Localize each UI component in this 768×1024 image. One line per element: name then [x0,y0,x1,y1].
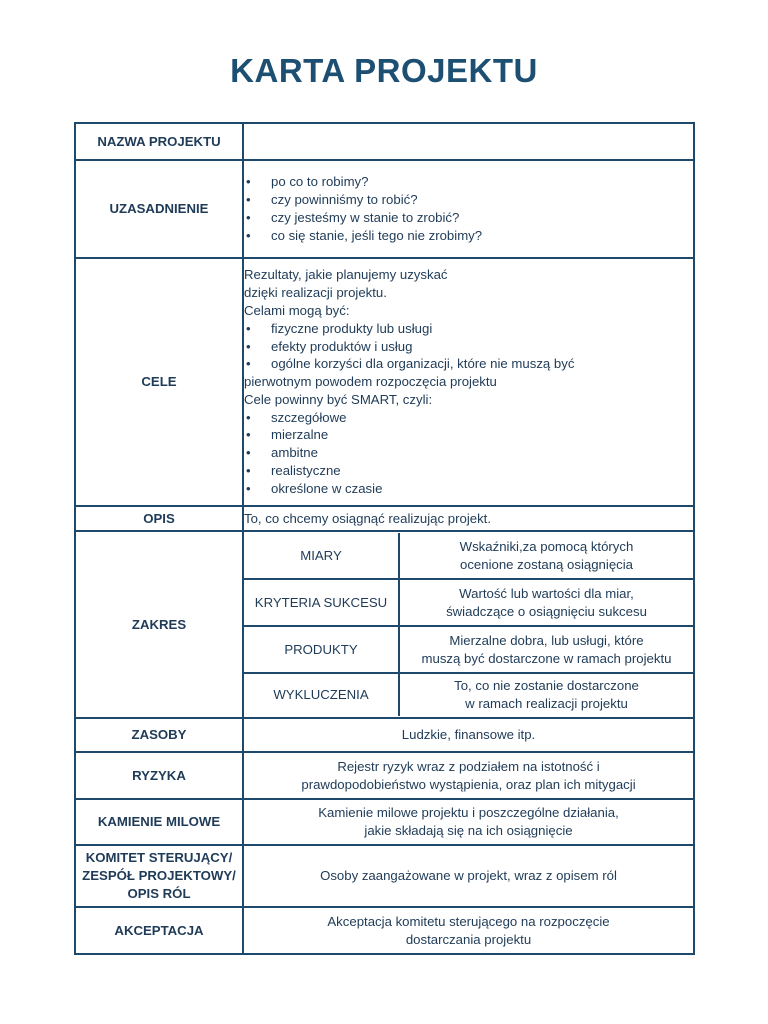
project-charter-table [74,122,695,955]
text-line: OPIS RÓL [127,885,191,901]
zakres-label-produkty: PRODUKTY [244,626,399,673]
text-line: Akceptacja komitetu sterującego na rozpoczęcie [327,913,610,929]
zakres-value-miary [399,533,693,579]
cele-intro-line: Rezultaty, jakie planujemy uzyskać [244,267,448,283]
value-kamienie-milowe [243,799,694,845]
label-nazwa-projektu: NAZWA PROJEKTU [75,123,243,160]
row-zakres [75,531,694,718]
value-komitet-sterujacy: Osoby zaangażowane w projekt, wraz z opisem ról [243,845,694,907]
value-akceptacja [243,907,694,954]
text-line: ocenione zostaną osiągnięcia [459,556,634,572]
value-cele [243,258,694,506]
row-zasoby [75,718,694,752]
row-komitet [75,845,694,907]
cele-list-2 [244,409,693,498]
label-kamienie-milowe: KAMIENIE MILOWE [75,799,243,845]
cele-list-1 [244,320,693,373]
text-line: muszą być dostarczone w ramach projektu [421,650,672,666]
list-item: • ambitne [244,444,693,462]
text-line: ZESPÓŁ PROJEKTOWY/ [82,868,236,884]
zakres-row-miary [244,533,693,579]
zakres-label-miary: MIARY [244,533,399,579]
zakres-row-kryteria [244,579,693,626]
text-line: jakie składają się na ich osiągnięcie [364,823,573,838]
uzasadnienie-list [244,173,693,244]
cele-intro-line: Celami mogą być: [244,302,350,318]
zakres-subtable [244,533,693,716]
cele-intro-line: dzięki realizacji projektu. [244,285,387,301]
list-item: • efekty produktów i usług [244,338,693,356]
cele-continuation: pierwotnym powodem rozpoczęcia projektu [244,374,497,390]
list-item: • ogólne korzyści dla organizacji, które nie muszą być [244,355,693,373]
list-item: • co się stanie, jeśli tego nie zrobimy? [244,227,693,245]
text-line: świadczące o osiągnięciu sukcesu [446,603,647,619]
text-line: Wskaźniki,za pomocą których [459,538,634,554]
label-uzasadnienie: UZASADNIENIE [75,160,243,258]
value-opis: To, co chcemy osiągnąć realizując projekt. [243,506,694,531]
row-cele [75,258,694,506]
zakres-value-kryteria-sukcesu [399,579,693,626]
list-item: • czy jesteśmy w stanie to zrobić? [244,209,693,227]
list-item: • po co to robimy? [244,173,693,191]
list-item: • mierzalne [244,426,693,444]
zakres-value-wykluczenia [399,673,693,716]
zakres-label-wykluczenia: WYKLUCZENIA [244,673,399,716]
label-zakres: ZAKRES [75,531,243,718]
text-line: w ramach realizacji projektu [465,696,628,711]
text-line: Mierzalne dobra, lub usługi, które [449,632,644,648]
zakres-row-wykluczenia [244,673,693,716]
row-akceptacja [75,907,694,954]
zakres-label-kryteria-sukcesu: KRYTERIA SUKCESU [244,579,399,626]
row-nazwa [75,123,694,160]
zakres-row-produkty [244,626,693,673]
list-item: • określone w czasie [244,480,693,498]
value-nazwa-projektu [243,123,694,160]
row-ryzyka [75,752,694,799]
label-cele: CELE [75,258,243,506]
label-akceptacja: AKCEPTACJA [75,907,243,954]
label-komitet-sterujacy [75,845,243,907]
text-line: To, co nie zostanie dostarczone [454,678,639,694]
text-line: dostarczania projektu [405,931,532,947]
label-opis: OPIS [75,506,243,531]
list-item: • czy powinniśmy to robić? [244,191,693,209]
value-zasoby: Ludzkie, finansowe itp. [243,718,694,752]
row-kamienie-milowe [75,799,694,845]
zakres-subtable-cell [243,531,694,718]
value-uzasadnienie [243,160,694,258]
text-line: Kamienie milowe projektu i poszczególne działania, [318,805,619,821]
text-line: Wartość lub wartości dla miar, [459,585,634,601]
page-title: KARTA PROJEKTU [230,52,538,89]
row-opis [75,506,694,531]
text-line: prawdopodobieństwo wystąpienia, oraz plan ich mitygacji [301,776,636,792]
text-line: Rejestr ryzyk wraz z podziałem na istotność i [337,758,600,774]
text-line: KOMITET STERUJĄCY/ [85,850,233,866]
cele-smart-line: Cele powinny być SMART, czyli: [244,391,433,407]
zakres-value-produkty [399,626,693,673]
value-ryzyka [243,752,694,799]
list-item: • realistyczne [244,462,693,480]
list-item: • fizyczne produkty lub usługi [244,320,693,338]
label-ryzyka: RYZYKA [75,752,243,799]
label-zasoby: ZASOBY [75,718,243,752]
list-item: • szczegółowe [244,409,693,427]
row-uzasadnienie [75,160,694,258]
